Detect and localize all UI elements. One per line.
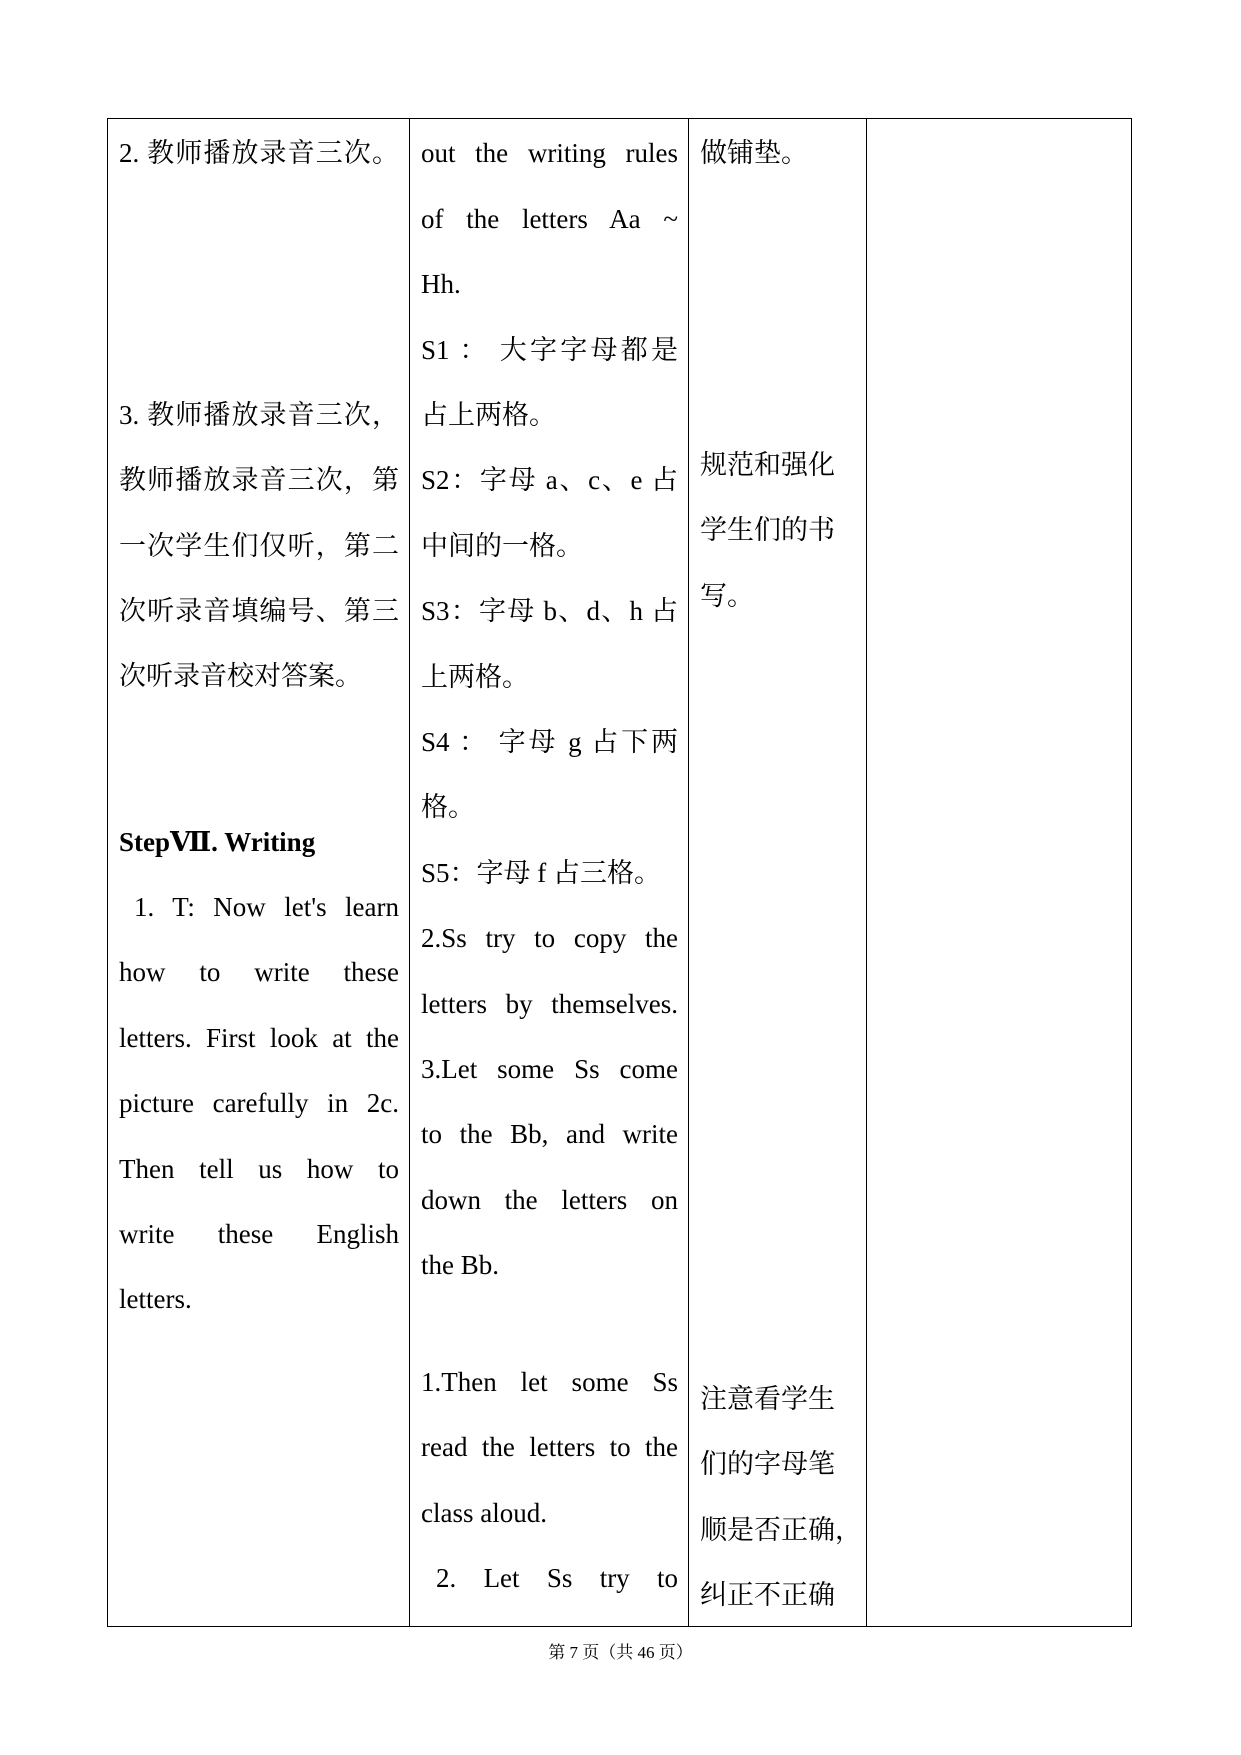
text-line: 次听录音填编号、第三 [119,596,399,627]
text-line: 2.Ss try to copy the [421,923,678,954]
paragraph [108,810,409,1333]
text-line: Then tell us how to [119,1153,399,1184]
text-line: how to write these [119,957,399,988]
paragraph [410,121,688,1298]
step-heading: StepⅦ. Writing [119,826,316,857]
text-line: 纠正不正确 [700,1580,835,1611]
text-line: write these English [119,1218,399,1249]
text-line: 写。 [700,580,754,611]
text-line: S5：字母 f 占三格。 [421,857,662,888]
text-line: S4 ： 字母 g 占下两 [421,727,678,758]
text-line: 教师播放录音三次，第 [119,465,399,496]
text-line: Hh. [421,269,461,300]
notes-cell [866,119,1131,1626]
text-line: 学生们的书 [700,515,835,546]
paragraph [689,121,866,186]
student-activity-cell [409,119,688,1626]
page-number-footer: 第 7 页（共 46 页） [548,1643,693,1662]
text-line: S2：字母 a、c、e 占 [421,465,678,496]
text-line: 顺是否正确， [700,1514,862,1545]
text-line: 做铺垫。 [700,138,808,169]
text-line: 占上两格。 [421,400,556,431]
text-line: 规范和强化 [700,449,835,480]
text-line: 2. 教师播放录音三次。 [119,138,399,169]
lesson-plan-table [107,118,1132,1627]
text-line: 3. 教师播放录音三次， [119,399,399,430]
paragraph [108,121,409,186]
text-line: S1 ： 大字字母都是 [421,334,678,365]
paragraph [689,1367,866,1629]
procedure-cell [108,119,409,1626]
design-intent-cell [688,119,866,1626]
text-line: 1. T: Now let's learn [134,891,399,922]
paragraph [689,433,866,629]
text-line: 一次学生们仅听，第二 [119,530,399,561]
text-line: 2. Let Ss try to [436,1563,678,1594]
text-line: down the letters on [421,1184,678,1215]
text-line: 格。 [421,792,475,823]
text-line: 3.Let some Ss come [421,1054,678,1085]
paragraph [108,383,409,710]
text-line: 1.Then let some Ss [421,1366,678,1397]
text-line: to the Bb, and write [421,1119,678,1150]
text-line: class aloud. [421,1497,547,1528]
paragraph [410,1350,688,1612]
text-line: letters. First look at the [119,1022,399,1053]
text-line: the Bb. [421,1250,499,1281]
text-line: letters by themselves. [421,988,678,1019]
text-line: 上两格。 [421,661,529,692]
text-line: 次听录音校对答案。 [119,661,362,692]
text-line: out the writing rules [421,138,678,169]
text-line: 注意看学生 [700,1383,835,1414]
text-line: read the letters to the [421,1432,678,1463]
text-line: of the letters Aa ~ [421,203,678,234]
text-line: letters. [119,1284,192,1315]
text-line: S3：字母 b、d、h 占 [421,596,678,627]
text-line: 中间的一格。 [421,530,583,561]
text-line: 们的字母笔 [700,1449,835,1480]
text-line: picture carefully in 2c. [119,1088,399,1119]
